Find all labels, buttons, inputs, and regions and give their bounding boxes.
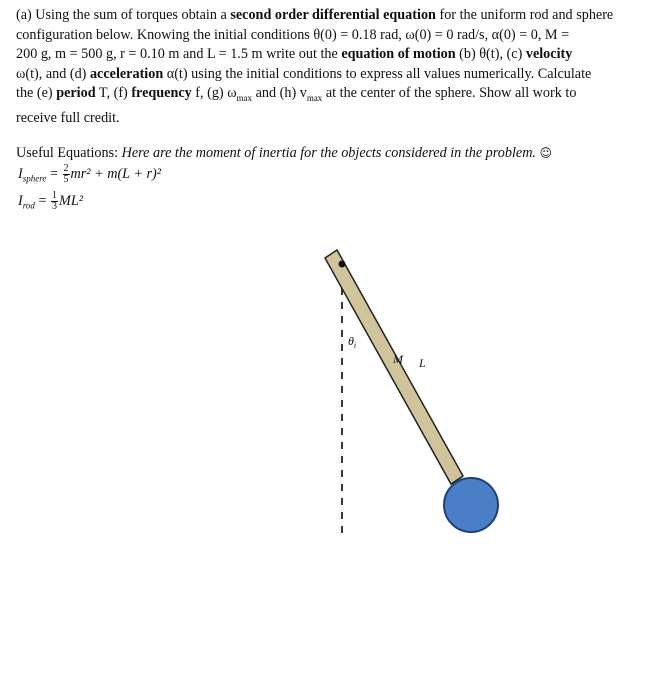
expression: mr² + m(L + r)² xyxy=(70,165,161,182)
text: 200 g, m = 500 g, r = 0.10 m and L = 1.5 m write out the xyxy=(16,46,342,63)
useful-lead: Useful Equations: xyxy=(16,145,122,161)
text: at the center of the sphere. Show all work to xyxy=(322,85,577,102)
sphere-inertia-equation xyxy=(18,164,161,185)
equals: = xyxy=(34,192,51,209)
problem-line-6 xyxy=(16,109,634,129)
rod-inertia-equation xyxy=(18,191,83,212)
problem-line-3 xyxy=(16,45,634,65)
problem-line-2 xyxy=(16,26,634,46)
problem-line-5 xyxy=(16,84,634,108)
emphasis-frequency: frequency xyxy=(131,85,192,102)
text: T, (f) xyxy=(95,85,132,102)
emphasis-period: period xyxy=(56,85,96,102)
text: f, (g) ω xyxy=(191,85,237,102)
symbol: I xyxy=(18,165,23,182)
pivot-point xyxy=(339,261,346,268)
emphasis-acceleration: acceleration xyxy=(89,65,164,82)
subscript: rod xyxy=(22,200,35,211)
numerator: 1 xyxy=(52,190,58,201)
numerator: 2 xyxy=(63,163,69,174)
denominator: 3 xyxy=(52,201,58,212)
emphasis-velocity: velocity xyxy=(525,46,573,63)
subscript: max xyxy=(236,93,253,104)
text: the (e) xyxy=(16,85,57,102)
fraction xyxy=(51,191,58,212)
symbol: I xyxy=(18,192,23,209)
pendulum-diagram xyxy=(300,240,520,540)
rod xyxy=(325,250,463,484)
text: for the uniform rod and sphere xyxy=(435,7,614,23)
sphere xyxy=(444,478,498,532)
text: α(t) using the initial conditions to express all values numerically. Calculate xyxy=(163,65,592,82)
fraction xyxy=(63,164,70,185)
text: and (h) v xyxy=(252,85,307,102)
equals: = xyxy=(46,165,62,182)
problem-line-1 xyxy=(16,6,634,26)
text: ω(t), and (d) xyxy=(16,65,90,82)
problem-statement xyxy=(16,6,634,128)
subscript: sphere xyxy=(22,173,47,184)
emphasis-eom: equation of motion xyxy=(341,46,456,63)
theta-label: $\theta_i$ xyxy=(348,334,357,350)
problem-line-4 xyxy=(16,65,634,85)
denominator: 5 xyxy=(63,174,69,185)
expression: ML² xyxy=(59,192,83,209)
useful-equations-heading xyxy=(16,144,634,164)
emphasis-ode: second order differential equation xyxy=(230,7,436,23)
length-label: L xyxy=(419,356,426,370)
useful-text: Here are the moment of inertia for the objects considered in the problem. xyxy=(121,145,536,161)
text: receive full credit. xyxy=(16,109,120,126)
text: (a) Using the sum of torques obtain a xyxy=(16,7,231,23)
smiley-icon: ☺ xyxy=(539,146,553,160)
text: (b) θ(t), (c) xyxy=(455,46,526,63)
mass-label: M xyxy=(393,352,403,366)
text: configuration below. Knowing the initial conditions θ(0) = 0.18 rad, ω(0) = 0 rad/s, α(0) = 0, M = xyxy=(16,26,570,43)
subscript: max xyxy=(306,93,323,104)
